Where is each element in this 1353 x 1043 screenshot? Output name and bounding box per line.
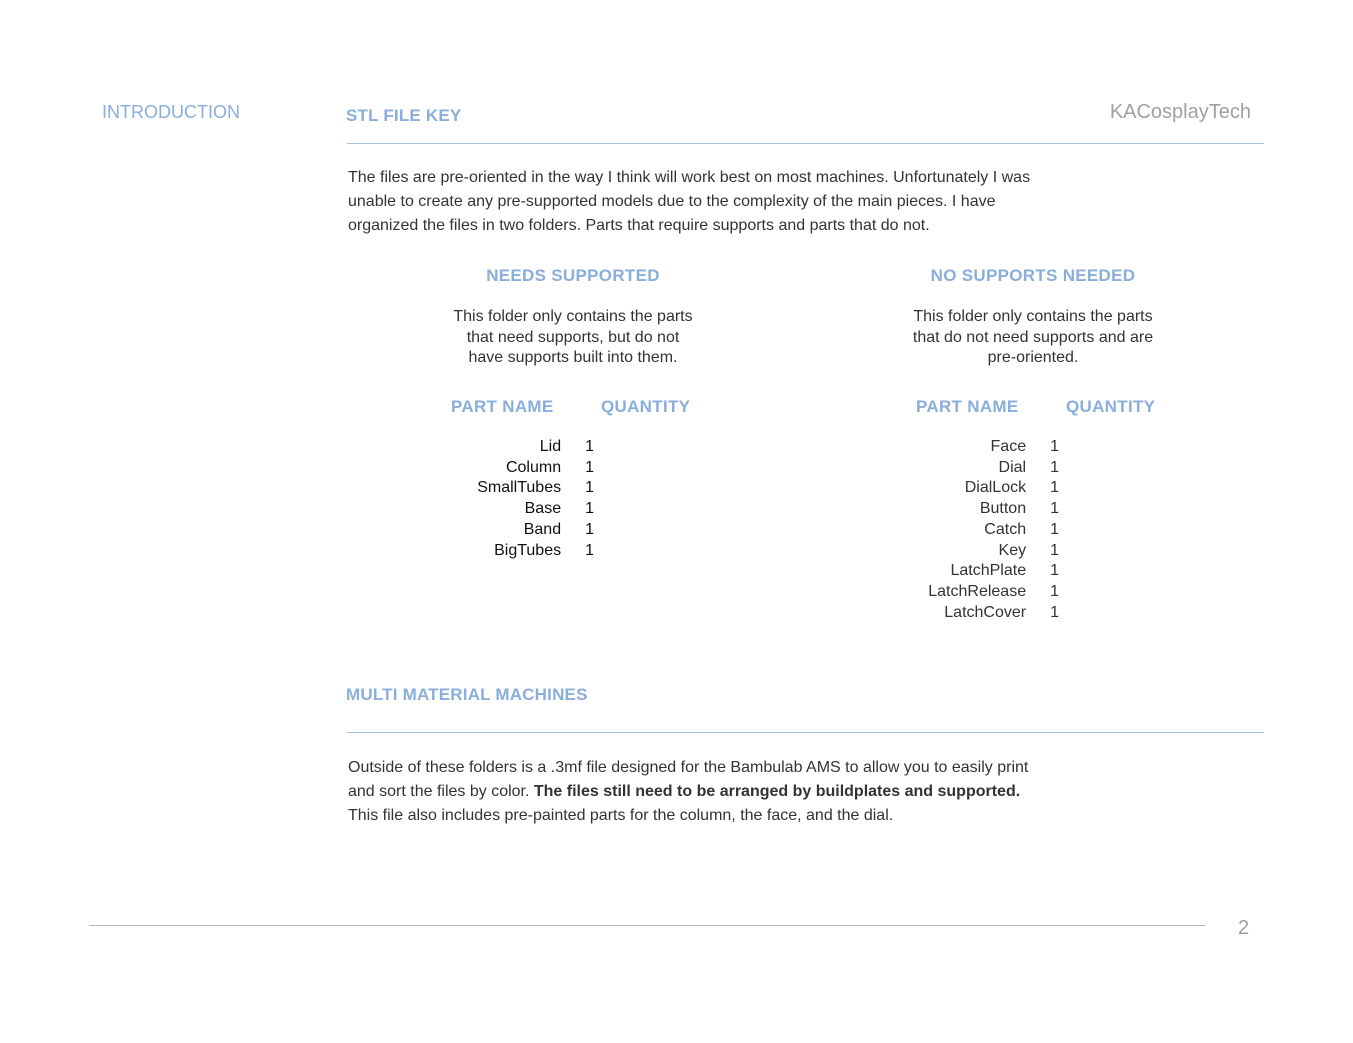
quantity-cell: 1 [1050,458,1059,476]
part-name-cell: BigTubes [494,541,562,559]
no-supports-needed-description [863,307,1203,369]
part-name-cell: Key [998,541,1027,559]
table-row [928,458,1059,479]
part-name-cell: LatchRelease [928,582,1027,600]
table-row [928,603,1059,624]
quantity-cell: 1 [1050,603,1059,621]
quantity-cell: 1 [1050,438,1059,455]
needs-supported-quantity-header: QUANTITY [601,397,691,416]
quantity-cell: 1 [585,500,594,518]
quantity-cell: 1 [1050,500,1059,518]
paragraph-line: organized the files in two folders. Parts that require supports and parts that do not. [348,217,930,234]
stl-file-key-heading: STL FILE KEY [346,106,462,125]
part-name-cell: Band [523,520,562,538]
stl-intro-paragraph [348,166,1108,238]
part-name-cell: Dial [998,458,1027,476]
table-row [477,541,594,562]
quantity-cell: 1 [1050,562,1059,580]
brand-name: KACosplayTech [1109,101,1251,123]
quantity-cell: 1 [1050,582,1059,600]
part-name-cell: Catch [984,520,1027,538]
paragraph-line: Outside of these folders is a .3mf file designed for the Bambulab AMS to allow you to easily print [348,759,1029,776]
description-line: This folder only contains the parts [913,308,1153,325]
no-supports-parts-table [928,437,1059,623]
part-name-cell: Base [524,500,562,518]
quantity-cell: 1 [585,458,594,476]
quantity-cell: 1 [585,438,594,455]
table-row [928,437,1059,458]
emphasis-text: The files still need to be arranged by buildplates and supported. [533,783,1021,800]
needs-supported-parts-table [477,437,594,561]
needs-supported-part-name-header: PART NAME [451,397,554,416]
table-row [928,561,1059,582]
no-supports-quantity-header: QUANTITY [1066,397,1156,416]
multi-material-heading: MULTI MATERIAL MACHINES [346,685,588,704]
table-row [477,458,594,479]
paragraph-line: The files are pre-oriented in the way I think will work best on most machines. Unfortunately I was [348,169,1031,186]
part-name-cell: LatchPlate [950,562,1027,580]
quantity-cell: 1 [1050,541,1059,559]
table-row [928,499,1059,520]
quantity-cell: 1 [585,520,594,538]
quantity-cell: 1 [1050,520,1059,538]
table-row [477,520,594,541]
footer-divider [89,925,1205,926]
paragraph-line [348,780,1108,804]
table-row [477,499,594,520]
section-divider [347,732,1264,733]
part-name-cell: SmallTubes [477,479,562,497]
needs-supported-description [403,307,743,369]
table-row [477,478,594,499]
table-row [928,520,1059,541]
page-number: 2 [1238,917,1250,939]
quantity-cell: 1 [1050,479,1059,497]
section-divider [347,143,1264,144]
paragraph-text: and sort the files by color. [348,783,534,800]
paragraph-line: unable to create any pre-supported models due to the complexity of the main pieces. I have [348,193,996,210]
part-name-cell: Column [505,458,562,476]
description-line: This folder only contains the parts [453,308,693,325]
part-name-cell: Lid [539,438,562,455]
table-row [477,437,594,458]
table-row [928,478,1059,499]
needs-supported-heading: NEEDS SUPPORTED [486,266,660,285]
no-supports-needed-heading: NO SUPPORTS NEEDED [930,266,1136,285]
part-name-cell: Face [990,438,1027,455]
part-name-cell: Button [979,500,1027,518]
description-line: pre-oriented. [987,349,1079,367]
part-name-cell: DialLock [964,479,1027,497]
nav-introduction-link[interactable]: INTRODUCTION [102,102,240,122]
quantity-cell: 1 [585,541,594,559]
table-row [928,541,1059,562]
quantity-cell: 1 [585,479,594,497]
description-line: have supports built into them. [468,349,678,367]
paragraph-line: This file also includes pre-painted parts for the column, the face, and the dial. [348,807,894,824]
part-name-cell: LatchCover [944,603,1027,621]
multi-material-paragraph [348,756,1108,828]
no-supports-part-name-header: PART NAME [916,397,1019,416]
table-row [928,582,1059,603]
description-line: that need supports, but do not [466,328,680,346]
description-line: that do not need supports and are [912,328,1154,346]
